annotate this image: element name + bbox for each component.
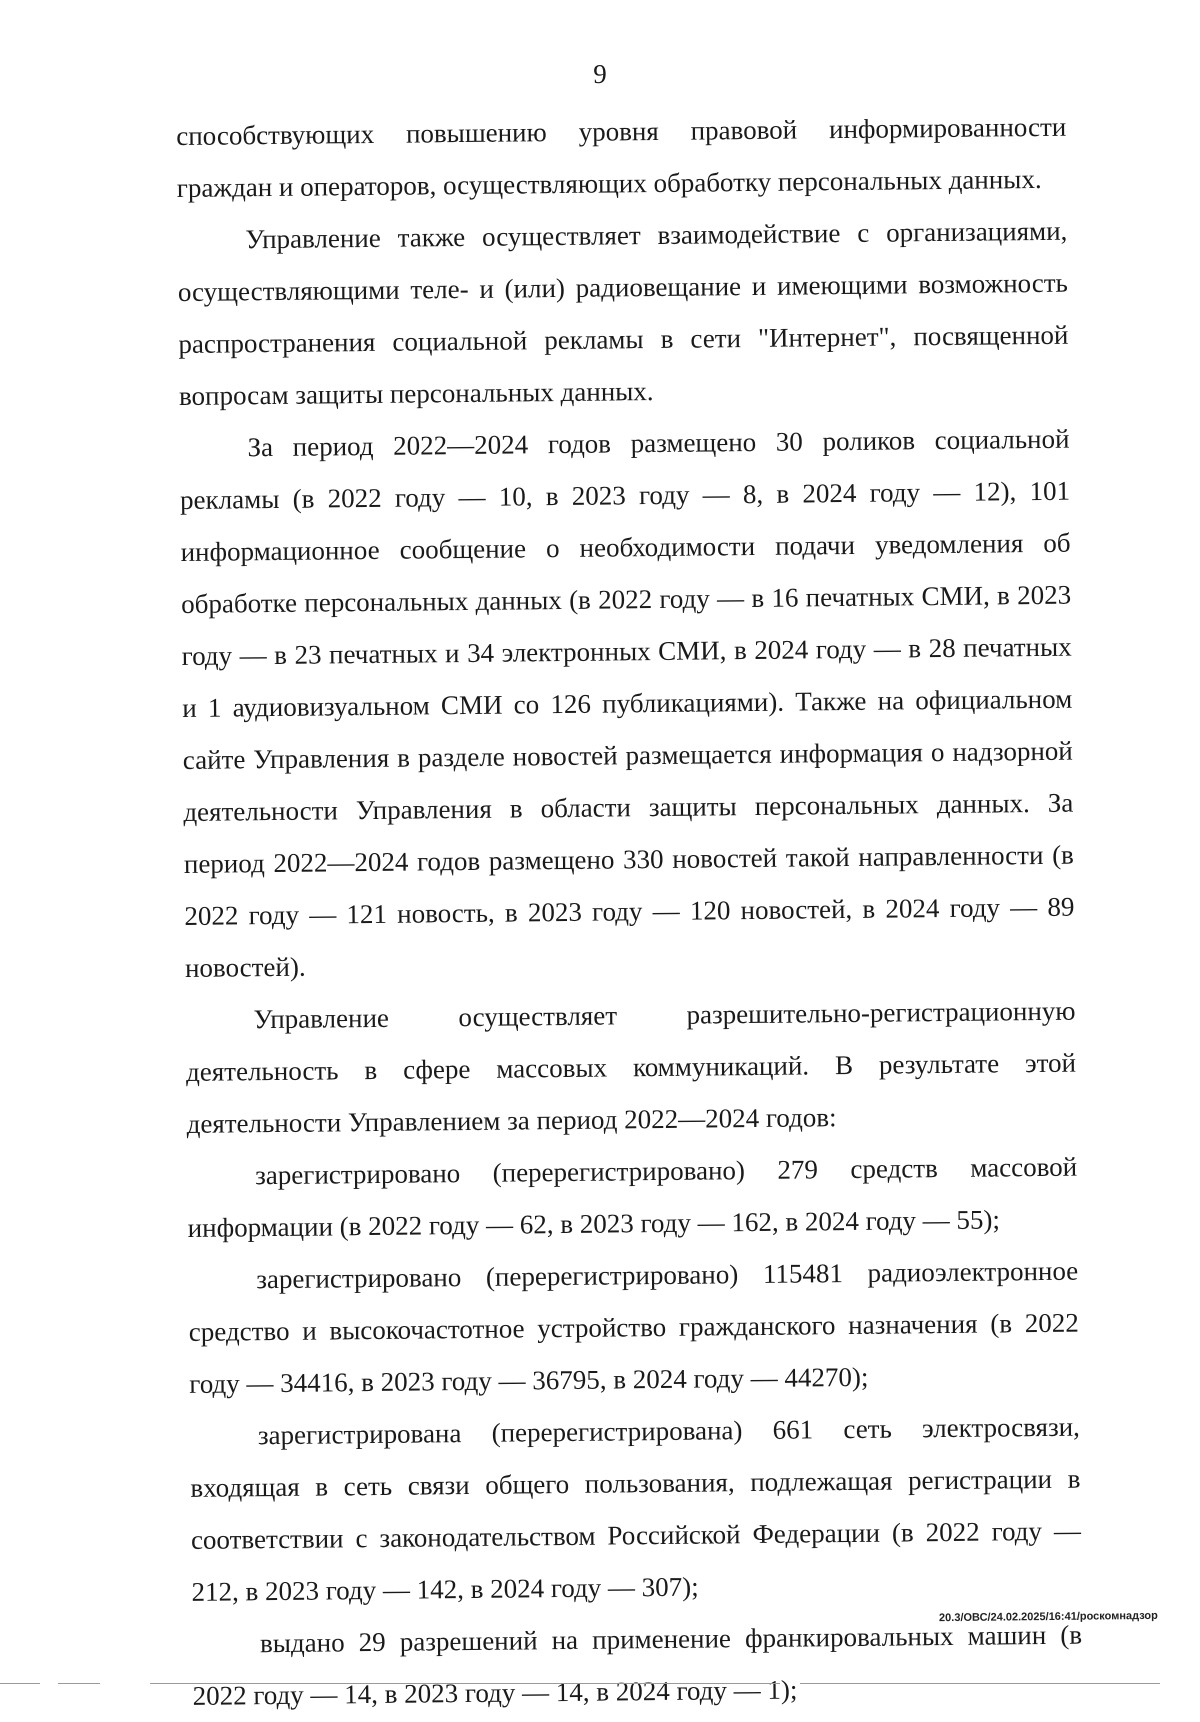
scan-edge-line [150,1683,780,1684]
list-item-mass-media: зарегистрировано (перерегистрировано) 279 средств массовой информации (в 2022 году — 62, в 2023 году — 162, в 2024 году — 55); [187,1151,1078,1243]
list-item-franking-machines: выдано 29 разрешений на применение франкировальных машин (в 2022 году — 14, в 2023 году — 14, в 2024 году — 1); [192,1619,1083,1711]
paragraph-social-advertising: Управление также осуществляет взаимодействие с организациями, осуществляющими теле- и (или) радиовещание и имеющими возможность распространения социальной рекламы в сети "Интернет", посвященной вопросам защиты персональных данных. [177,215,1069,411]
paragraph-registration-activity: Управление осуществляет разрешительно-регистрационную деятельность в сфере массовых коммуникаций. В результате этой деятельности Управлением за период 2022—2024 годов: [185,995,1077,1139]
page-number: 9 [593,59,607,89]
list-item-telecom-networks: зарегистрирована (перерегистрирована) 661 сеть электросвязи, входящая в сеть связи общего пользования, подлежащая регистрации в соответствии с законодательством Российской Федерации (в 2022 году — 212, в 2023 году — 142, в 2024 году — 307); [190,1411,1082,1607]
list-item-radio-devices: зарегистрировано (перерегистрировано) 115481 радиоэлектронное средство и высокочастотное устройство гражданского назначения (в 2022 году — 34416, в 2023 году — 36795, в 2024 году — 44270); [188,1255,1079,1399]
paragraph-publications-stats: За период 2022—2024 годов размещено 30 роликов социальной рекламы (в 2022 году — 10, в 2023 году — 8, в 2024 году — 12), 101 информационное сообщение о необходимости подачи уведомления об обработке персональных данных (в 2022 году — в 16 печатных СМИ, в 2023 году — в 23 печатных и 34 электронных СМИ, в 2024 году — в 28 печатных и 1 аудиовизуальном СМИ со 126 публикациями). Также на официальном сайте Управления в разделе новостей размещается информация о надзорной деятельности Управления в области защиты персональных данных. За период 2022—2024 годов размещено 330 новостей такой направленности (в 2022 году — 121 новость, в 2023 году — 120 новостей, в 2024 году — 89 новостей). [179,423,1075,983]
scan-edge-line [800,1683,1160,1684]
document-stamp: 20.3/ОВС/24.02.2025/16:41/роскомнадзор [939,1609,1159,1625]
document-body [176,101,1083,1722]
paragraph-continuation: способствующих повышению уровня правовой информированности граждан и операторов, осуществляющих обработку персональных данных. [176,111,1067,203]
scan-edge-line [58,1683,100,1684]
scan-edge-line [0,1683,40,1684]
